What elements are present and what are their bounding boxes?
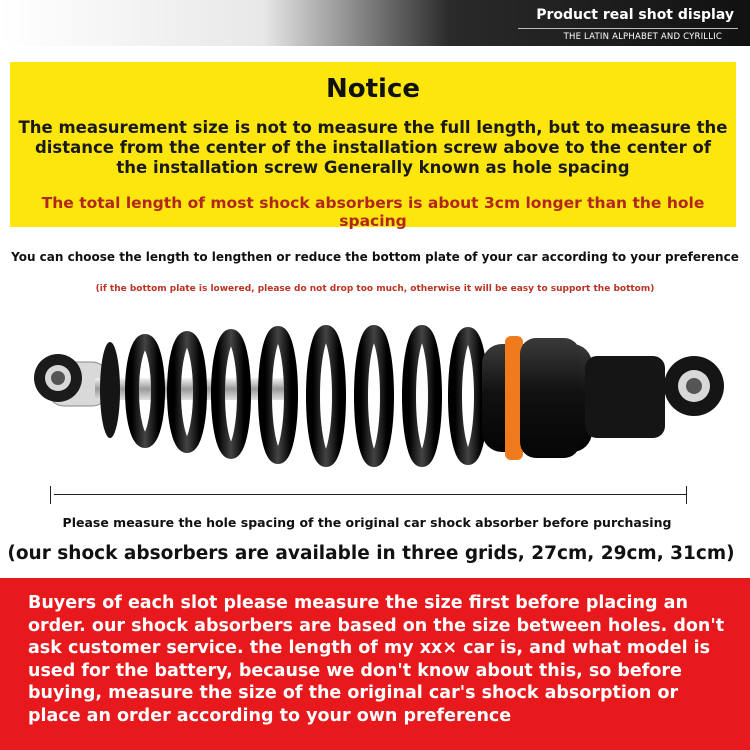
header-title: Product real shot display bbox=[536, 7, 734, 23]
right-mount-eye bbox=[664, 356, 724, 416]
warning-panel bbox=[0, 578, 750, 750]
measure-line bbox=[54, 494, 686, 495]
choose-length-text: You can choose the length to lengthen or reduce the bottom plate of your car according to your preference bbox=[11, 250, 739, 264]
warning-text: Buyers of each slot please measure the size first before placing an order. our shock absorbers are based on the size between holes. don't ask customer service. the length of my xx× car is, and what model is used for the battery, because we don't know about this, so before buying, measure the size of the original car's shock absorption or place an order according to your own preference bbox=[28, 593, 725, 726]
shock-absorber-image bbox=[0, 310, 750, 490]
measure-tick-right bbox=[686, 486, 687, 504]
notice-body: The measurement size is not to measure the full length, but to measure the distance from the center of the installation screw above to the center of the installation screw Generally known as hole spacing bbox=[18, 118, 728, 177]
notice-title: Notice bbox=[325, 74, 420, 104]
bottom-plate-note: (if the bottom plate is lowered, please do not drop too much, otherwise it will be easy to support the bottom) bbox=[95, 284, 655, 294]
header-subtitle: THE LATIN ALPHABET AND CYRILLIC bbox=[563, 32, 722, 42]
measure-tick-left bbox=[50, 486, 51, 504]
size-grids-text: (our shock absorbers are available in three grids, 27cm, 29cm, 31cm) bbox=[7, 543, 735, 564]
header-divider bbox=[518, 28, 738, 29]
notice-panel bbox=[10, 62, 736, 230]
measure-instruction: Please measure the hole spacing of the original car shock absorber before purchasing bbox=[62, 515, 672, 530]
header-banner bbox=[0, 0, 750, 46]
piston-rod bbox=[95, 378, 285, 400]
notice-highlight: The total length of most shock absorbers is about 3cm longer than the hole spacing bbox=[41, 194, 705, 230]
